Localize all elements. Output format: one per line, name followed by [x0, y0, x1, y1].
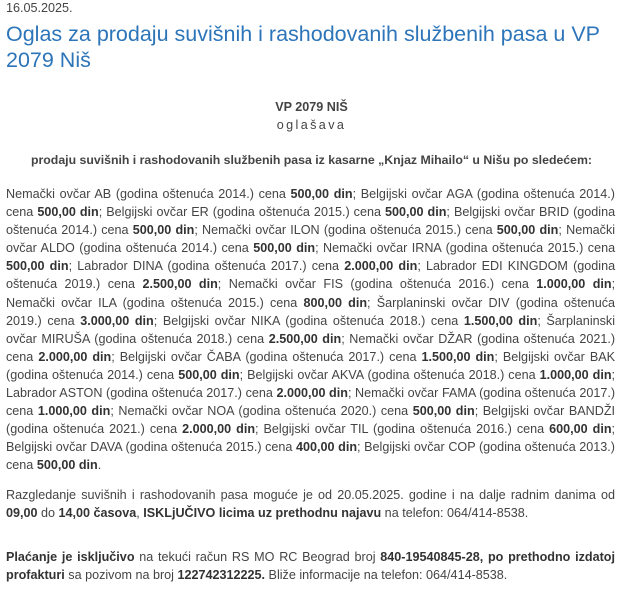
dog-birth-year: (godina oštenuća 2020.)	[238, 404, 377, 419]
dog-entry: Nemački ovčar ILON (godina oštenuća 2015.) cena 500,00 din;	[202, 223, 567, 238]
dog-entry: Belgijski ovčar COP (godina oštenuća 2013.) cena 500,00 din.	[6, 440, 615, 473]
dog-birth-year: (godina oštenuća 2014.)	[115, 187, 254, 201]
price-label: cena	[146, 367, 175, 382]
dog-description: Belgijski ovčar	[162, 313, 246, 328]
dog-entry: Belgijski ovčar ER (godina oštenuća 2015.) cena 500,00 din;	[106, 205, 454, 220]
price-label: cena	[587, 241, 616, 256]
price-label: cena	[501, 277, 529, 292]
dog-description: Labrador	[6, 386, 57, 401]
dog-entry: Belgijski ovčar AKVA (godina oštenuća 2018.) cena 1.000,00 din;	[247, 367, 616, 382]
dog-price: 500,00 din	[290, 187, 353, 201]
unit-heading: VP 2079 NIŠ	[275, 100, 348, 114]
price-label: cena	[380, 404, 409, 419]
dog-birth-year: (godina oštenuća 2019.)	[6, 295, 616, 328]
dog-birth-year: (godina oštenuća 2017.)	[167, 259, 307, 274]
payment-phone: Bliže informacije na telefon: 064/414-8538.	[265, 568, 508, 583]
dog-name: ALDO	[40, 241, 75, 256]
dog-name: ILON	[290, 223, 320, 238]
dog-birth-year: (godina oštenuća 2014.)	[476, 187, 615, 201]
dog-name: MIRUŠA	[41, 331, 90, 346]
dog-entry: Belgijski ovčar BAK (godina oštenuća 2014.) cena 500,00 din;	[6, 349, 616, 382]
dog-name: DINA	[132, 259, 163, 274]
dog-entry: Belgijski ovčar DAVA (godina oštenuća 2015.) cena 400,00 din;	[6, 440, 365, 455]
dog-price: 500,00 din	[132, 223, 195, 238]
dog-description: Belgijski ovčar	[119, 349, 202, 364]
dog-description: Belgijski ovčar	[6, 440, 87, 455]
dog-description: Belgijski ovčar	[263, 422, 346, 437]
viewing-phone: na telefon: 064/414-8538.	[381, 506, 529, 521]
dog-name: ER	[191, 205, 209, 220]
dog-birth-year: (godina oštenuća 2017.)	[479, 386, 616, 401]
price-label: cena	[6, 458, 34, 473]
payment-account: 840-19540845-28, po prethodno izdatoj profakturi	[6, 550, 615, 583]
dog-birth-year: (godina oštenuća 2021.)	[477, 331, 616, 346]
dog-birth-year: (godina oštenuća 2015.)	[212, 205, 350, 220]
dog-description: Nemački ovčar	[6, 295, 92, 310]
dog-name: IRNA	[411, 241, 442, 256]
viewing-to: 14,00 časova	[58, 506, 137, 521]
payment-lead: Plaćanje je isključivo	[6, 550, 135, 564]
dog-entry: Nemački ovčar FAMA (godina oštenuća 2017.) cena 1.000,00 din;	[6, 386, 616, 419]
dog-name: DAVA	[90, 440, 122, 455]
dog-name: AKVA	[331, 367, 364, 382]
dog-price: 1.000,00 din	[37, 404, 111, 419]
price-label: cena	[430, 313, 459, 328]
price-label: cena	[221, 241, 249, 256]
dog-price: 600,00 din	[549, 422, 612, 437]
dog-description: Nemački ovčar	[6, 187, 91, 201]
dog-birth-year: (godina oštenuća 2016.)	[373, 422, 512, 437]
price-label: cena	[311, 259, 340, 274]
viewing-text: ,	[136, 506, 144, 521]
dog-birth-year: (godina oštenuća 2015.)	[125, 440, 262, 455]
price-label: cena	[265, 440, 293, 455]
payment-paragraph	[6, 548, 615, 584]
dog-entry: Labrador EDI KINGDOM (godina oštenuća 2019.) cena 2.500,00 din;	[6, 259, 616, 292]
viewing-text: Razgledanje suvišnih i rashodovanih pasa moguće je od 20.05.2025. godine i na dalje radnim danima od	[6, 488, 615, 502]
dog-price: 500,00 din	[178, 367, 240, 382]
dog-price: 2.500,00 din	[268, 331, 342, 346]
dog-name: EDI KINGDOM	[481, 259, 568, 274]
dog-entry: Nemački ovčar AB (godina oštenuća 2014.) cena 500,00 din;	[6, 187, 361, 201]
page-title: Oglas za prodaju suvišnih i rashodovanih službenih pasa u VP 2079 Niš	[6, 22, 600, 72]
viewing-note: ISKLjUČIVO licima uz prethodnu najavu	[143, 506, 382, 521]
price-label: cena	[6, 349, 34, 364]
dog-description: Belgijski ovčar	[364, 440, 445, 455]
dog-description: Belgijski ovčar	[106, 205, 188, 220]
price-label: cena	[101, 223, 129, 238]
dog-description: Labrador	[77, 259, 128, 274]
price-label: cena	[47, 313, 75, 328]
dog-name: AB	[94, 187, 112, 201]
publish-date: 16.05.2025.	[6, 1, 73, 15]
dog-birth-year: (godina oštenuća 2019.)	[6, 259, 616, 292]
dog-entry: Labrador DINA (godina oštenuća 2017.) cena 2.000,00 din;	[77, 259, 426, 274]
dog-entry: Labrador ASTON (godina oštenuća 2017.) cena 2.000,00 din;	[6, 386, 356, 401]
price-label: cena	[236, 331, 265, 346]
dog-price: 1.500,00 din	[421, 349, 495, 364]
dog-name: TIL	[350, 422, 369, 437]
dog-price: 1.500,00 din	[463, 313, 538, 328]
dog-name: COP	[448, 440, 476, 455]
price-label: cena	[353, 205, 381, 220]
dog-entry: Nemački ovčar FIS (godina oštenuća 2016.) cena 1.000,00 din;	[228, 277, 616, 292]
dog-name: NOA	[207, 404, 234, 419]
dog-description: Šarplaninski ovčar	[376, 295, 483, 310]
dog-description: Belgijski ovčar	[502, 349, 585, 364]
dog-birth-year: (godina oštenuća 2014.)	[79, 241, 218, 256]
dog-description: Nemački ovčar	[6, 223, 616, 256]
dog-price: 500,00 din	[6, 259, 69, 274]
dog-description: Belgijski ovčar	[482, 404, 565, 419]
dog-birth-year: (godina oštenuća 2017.)	[245, 349, 385, 364]
dog-name: BRID	[538, 205, 570, 220]
price-label: cena	[508, 367, 536, 382]
dog-description: Šarplaninski ovčar	[6, 313, 616, 346]
dog-description: Nemački ovčar	[228, 277, 316, 292]
dog-entry: Belgijski ovčar NIKA (godina oštenuća 2018.) cena 1.500,00 din;	[162, 313, 547, 328]
dog-entry: Nemački ovčar DŽAR (godina oštenuća 2021.) cena 2.000,00 din;	[6, 331, 616, 364]
dog-listing	[6, 185, 615, 475]
dog-price: 1.000,00 din	[539, 367, 612, 382]
price-label: cena	[258, 187, 286, 201]
dog-name: FIS	[323, 277, 343, 292]
viewing-text: do	[37, 506, 59, 521]
dog-entry: Belgijski ovčar AGA (godina oštenuća 2014.) cena 500,00 din;	[6, 187, 615, 220]
price-label: cena	[245, 386, 273, 401]
price-label: cena	[6, 404, 34, 419]
dog-price: 2.000,00 din	[344, 259, 418, 274]
dog-description: Nemački ovčar	[118, 404, 203, 419]
dog-description: Labrador	[425, 259, 477, 274]
dog-name: ČABA	[206, 349, 241, 364]
dog-name: DIV	[488, 295, 510, 310]
dog-entry: Belgijski ovčar BANDŽI (godina oštenuća 2021.) cena 2.000,00 din;	[6, 404, 616, 437]
viewing-paragraph	[6, 486, 615, 522]
dog-name: BANDŽI	[568, 404, 616, 419]
dog-price: 500,00 din	[37, 205, 99, 220]
dog-description: Belgijski ovčar	[360, 187, 443, 201]
dog-price: 500,00 din	[36, 458, 98, 473]
dog-description: Nemački ovčar	[323, 241, 408, 256]
dog-name: BAK	[589, 349, 616, 364]
payment-reference: 122742312225.	[177, 568, 266, 583]
dog-price: 400,00 din	[296, 440, 358, 455]
dog-birth-year: (godina oštenuća 2014.)	[6, 205, 616, 238]
dog-birth-year: (godina oštenuća 2015.)	[122, 295, 264, 310]
dog-name: FAMA	[441, 386, 476, 401]
dog-birth-year: (godina oštenuća 2014.)	[6, 367, 143, 382]
dog-birth-year: (godina oštenuća 2015.)	[445, 241, 584, 256]
dog-price: 2.000,00 din	[38, 349, 112, 364]
viewing-from: 09,00	[6, 506, 38, 521]
dog-birth-year: (godina oštenuća 2016.)	[350, 277, 495, 292]
payment-text: sa pozivom na broj	[64, 568, 178, 583]
dog-description: Belgijski ovčar	[247, 367, 329, 382]
dog-name: ASTON	[59, 386, 103, 401]
dog-entry: Belgijski ovčar TIL (godina oštenuća 2016.) cena 600,00 din;	[263, 422, 616, 437]
dog-price: 2.000,00 din	[276, 386, 348, 401]
dog-price: 500,00 din	[496, 223, 559, 238]
dog-entry: Nemački ovčar IRNA (godina oštenuća 2015.) cena 500,00 din;	[6, 241, 616, 274]
dog-entry: Belgijski ovčar BRID (godina oštenuća 2014.) cena 500,00 din;	[6, 205, 616, 238]
dog-price: 2.000,00 din	[182, 422, 256, 437]
dog-name: ILA	[98, 295, 117, 310]
dog-birth-year: (godina oštenuća 2021.)	[6, 422, 145, 437]
dog-entry: Belgijski ovčar ČABA (godina oštenuća 2017.) cena 1.500,00 din;	[119, 349, 503, 364]
dog-description: Nemački ovčar	[349, 331, 434, 346]
dog-entry: Nemački ovčar NOA (godina oštenuća 2020.) cena 500,00 din;	[118, 404, 483, 419]
dog-price: 800,00 din	[303, 295, 368, 310]
dog-price: 1.000,00 din	[536, 277, 612, 292]
price-label: cena	[107, 277, 135, 292]
price-label: cena	[149, 422, 178, 437]
dog-description: Nemački ovčar	[202, 223, 287, 238]
dog-name: NIKA	[251, 313, 280, 328]
dog-price: 500,00 din	[253, 241, 316, 256]
dog-price: 2.500,00 din	[142, 277, 218, 292]
dog-description: Nemački ovčar	[355, 386, 439, 401]
dog-name: DŽAR	[438, 331, 473, 346]
price-label: cena	[269, 295, 298, 310]
dog-birth-year: (godina oštenuća 2018.)	[285, 313, 426, 328]
dog-entry: Nemački ovčar ILA (godina oštenuća 2015.) cena 800,00 din;	[6, 295, 377, 310]
dog-birth-year: (godina oštenuća 2015.)	[323, 223, 462, 238]
intro-heading: prodaju suvišnih i rashodovanih službenih pasa iz kasarne „Knjaz Mihailo“ u Nišu po sledećem:	[31, 153, 592, 167]
dog-birth-year: (godina oštenuća 2018.)	[94, 331, 233, 346]
dog-birth-year: (godina oštenuća 2017.)	[106, 386, 242, 401]
price-label: cena	[465, 223, 493, 238]
dog-price: 3.000,00 din	[80, 313, 154, 328]
price-label: cena	[6, 205, 34, 220]
price-label: cena	[389, 349, 417, 364]
dog-description: Belgijski ovčar	[453, 205, 535, 220]
price-label: cena	[516, 422, 545, 437]
dog-name: AGA	[446, 187, 473, 201]
dog-entry: Šarplaninski ovčar DIV (godina oštenuća 2019.) cena 3.000,00 din;	[6, 295, 616, 328]
payment-text: na tekući račun RS MO RC Beograd broj	[134, 550, 381, 564]
dog-birth-year: (godina oštenuća 2013.)	[478, 440, 615, 455]
dog-birth-year: (godina oštenuća 2018.)	[367, 367, 505, 382]
announce-line: oglašava	[276, 118, 347, 132]
dog-price: 500,00 din	[385, 205, 447, 220]
dog-entry: Nemački ovčar ALDO (godina oštenuća 2014.) cena 500,00 din;	[6, 223, 616, 256]
dog-price: 500,00 din	[412, 404, 475, 419]
dog-entry: Šarplaninski ovčar MIRUŠA (godina oštenuća 2018.) cena 2.500,00 din;	[6, 313, 616, 346]
